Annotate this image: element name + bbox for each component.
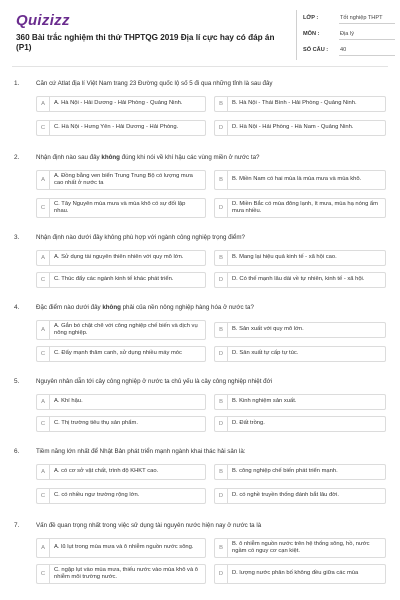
option-letter: A — [37, 395, 50, 409]
option-letter: C — [37, 273, 50, 287]
question-emphasis: không — [101, 154, 120, 161]
option-text: D. Sản xuất tự cấp tự túc. — [232, 350, 299, 357]
option-a[interactable] — [36, 394, 206, 410]
meta-value-count: 40 — [339, 44, 395, 56]
worksheet-meta — [303, 12, 395, 60]
quizizz-logo: Quizizz — [16, 12, 70, 29]
option-c[interactable] — [36, 272, 206, 288]
question-text: Đặc điểm nào dưới đây không phải của nền nông nghiệp hàng hóa ở nước ta? — [36, 304, 254, 311]
option-letter: A — [37, 251, 50, 265]
option-text: A. Hà Nội - Hải Dương - Hải Phòng - Quảng Ninh. — [54, 100, 183, 107]
option-text: D. Đất trồng. — [232, 420, 265, 427]
option-a[interactable] — [36, 464, 206, 480]
option-c[interactable] — [36, 564, 206, 584]
option-letter: B — [215, 97, 228, 111]
option-letter: D — [215, 489, 228, 503]
option-d[interactable] — [214, 488, 386, 504]
option-b[interactable] — [214, 464, 386, 480]
meta-row-count — [303, 44, 395, 60]
option-text: D. Có thế mạnh lâu dài về tự nhiên, kinh tế - xã hội. — [232, 276, 365, 283]
option-letter: D — [215, 199, 228, 217]
meta-key-count: SỐ CÂU : — [303, 47, 329, 53]
option-text: A. có cơ sở vật chất, trình độ KHKT cao. — [54, 468, 159, 475]
option-a[interactable] — [36, 538, 206, 558]
option-letter: C — [37, 417, 50, 431]
option-text: B. Kinh nghiệm sản xuất. — [232, 398, 297, 405]
option-letter: C — [37, 489, 50, 503]
option-b[interactable] — [214, 322, 386, 338]
worksheet-header — [0, 0, 400, 64]
option-text: D. Hà Nội - Hải Phòng - Hà Nam - Quảng Ninh. — [232, 124, 354, 131]
option-letter: A — [37, 171, 50, 189]
header-divider — [296, 10, 297, 60]
option-b[interactable] — [214, 538, 386, 558]
option-d[interactable] — [214, 564, 386, 584]
question-4 — [0, 304, 400, 378]
option-letter: B — [215, 465, 228, 479]
option-d[interactable] — [214, 346, 386, 362]
option-letter: B — [215, 171, 228, 189]
option-text: B. ô nhiễm nguồn nước trên hệ thống sông, hồ, nước ngầm có nguy cơ cạn kiệt. — [232, 540, 370, 554]
option-letter: B — [215, 395, 228, 409]
option-text: C. Đẩy mạnh thâm canh, sử dụng nhiều máy móc — [54, 350, 182, 357]
option-letter: A — [37, 97, 50, 111]
option-letter: D — [215, 565, 228, 583]
option-b[interactable] — [214, 250, 386, 266]
question-number: 1. — [14, 80, 20, 87]
question-6 — [0, 448, 400, 522]
option-letter: A — [37, 539, 50, 557]
option-text: D. Miền Bắc có mùa đông lạnh, ít mưa, mùa hạ nóng ẩm mưa nhiều. — [232, 200, 378, 214]
option-letter: C — [37, 199, 50, 217]
option-letter: C — [37, 565, 50, 583]
meta-value-subject: Địa lý — [339, 28, 395, 40]
option-letter: B — [215, 251, 228, 265]
option-text: A. Đồng bằng ven biển Trung Trung Bộ có lượng mưa cao nhất ở nước ta — [54, 172, 193, 186]
option-text: C. Thị trường tiêu thụ sản phẩm. — [54, 420, 138, 427]
option-b[interactable] — [214, 394, 386, 410]
option-c[interactable] — [36, 488, 206, 504]
question-number: 2. — [14, 154, 20, 161]
option-letter: C — [37, 347, 50, 361]
option-letter: B — [215, 539, 228, 557]
option-text: B. Sản xuất với quy mô lớn. — [232, 326, 304, 333]
option-text: B. Hà Nội - Thái Bình - Hải Phòng - Quảng Ninh. — [232, 100, 357, 107]
question-5 — [0, 378, 400, 448]
option-a[interactable] — [36, 170, 206, 190]
meta-key-class: LỚP : — [303, 15, 319, 21]
question-number: 4. — [14, 304, 20, 311]
question-text: Nguyên nhân dẫn tới cây công nghiệp ở nước ta chủ yếu là cây công nghiệp nhiệt đới — [36, 378, 273, 385]
option-d[interactable] — [214, 120, 386, 136]
question-list — [0, 80, 400, 600]
option-c[interactable] — [36, 198, 206, 218]
option-text: A. Sử dụng tài nguyên thiên nhiên với quy mô lớn. — [54, 254, 184, 261]
option-d[interactable] — [214, 272, 386, 288]
option-a[interactable] — [36, 320, 206, 340]
option-text: C. ngập lụt vào mùa mưa, thiếu nước vào mùa khô và ô nhiễm môi trường nước. — [54, 566, 198, 580]
question-7 — [0, 522, 400, 600]
option-b[interactable] — [214, 170, 386, 190]
question-text: Căn cứ Atlat địa lí Việt Nam trang 23 Đường quốc lộ số 5 đi qua những tỉnh là sau đây — [36, 80, 273, 87]
option-c[interactable] — [36, 120, 206, 136]
option-text: D. có nghề truyền thống đánh bắt lâu đời. — [232, 492, 339, 499]
question-number: 5. — [14, 378, 20, 385]
header-rule — [12, 66, 388, 67]
meta-row-class — [303, 12, 395, 28]
option-letter: C — [37, 121, 50, 135]
meta-value-class: Tốt nghiệp THPT — [339, 12, 395, 24]
option-d[interactable] — [214, 198, 386, 218]
option-b[interactable] — [214, 96, 386, 112]
option-text: B. công nghiệp chế biến phát triển mạnh. — [232, 468, 338, 475]
option-d[interactable] — [214, 416, 386, 432]
question-emphasis: không — [102, 304, 121, 311]
option-letter: B — [215, 323, 228, 337]
meta-row-subject — [303, 28, 395, 44]
option-letter: A — [37, 465, 50, 479]
option-letter: D — [215, 417, 228, 431]
option-text: A. Gắn bó chặt chẽ với công nghiệp chế biến và dịch vụ nông nghiệp. — [54, 322, 198, 336]
option-text: C. có nhiều ngư trường rộng lớn. — [54, 492, 140, 499]
question-text: Nhận định nào sau đây không đúng khi nói về khí hậu các vùng miền ở nước ta? — [36, 154, 260, 161]
question-number: 3. — [14, 234, 20, 241]
option-letter: A — [37, 321, 50, 339]
option-text: D. lượng nước phân bố không đều giữa các mùa — [232, 570, 359, 577]
option-a[interactable] — [36, 96, 206, 112]
option-text: A. Khí hậu. — [54, 398, 83, 405]
question-number: 7. — [14, 522, 20, 529]
question-text: Tiềm năng lớn nhất để Nhật Bản phát triển mạnh ngành khai thác hải sản là: — [36, 448, 246, 455]
option-text: B. Mang lại hiệu quả kinh tế - xã hội cao. — [232, 254, 337, 261]
option-letter: D — [215, 273, 228, 287]
option-letter: D — [215, 121, 228, 135]
question-2 — [0, 154, 400, 234]
option-text: A. lũ lụt trong mùa mưa và ô nhiễm nguồn nước sông. — [54, 544, 194, 551]
option-text: C. Thúc đẩy các ngành kinh tế khác phát triển. — [54, 276, 174, 283]
question-text: Nhận định nào dưới đây không phù hợp với ngành công nghiệp trọng điểm? — [36, 234, 245, 241]
question-3 — [0, 234, 400, 304]
option-letter: D — [215, 347, 228, 361]
worksheet-title: 360 Bài trắc nghiệm thi thử THPTQG 2019 Địa lí cực hay có đáp án (P1) — [16, 33, 275, 52]
option-a[interactable] — [36, 250, 206, 266]
question-1 — [0, 80, 400, 154]
option-text: C. Tây Nguyên mùa mưa và mùa khô có sự đối lập nhau. — [54, 200, 186, 214]
option-c[interactable] — [36, 416, 206, 432]
option-text: C. Hà Nội - Hưng Yên - Hải Dương - Hải Phòng. — [54, 124, 179, 131]
option-c[interactable] — [36, 346, 206, 362]
meta-key-subject: MÔN : — [303, 31, 320, 37]
question-number: 6. — [14, 448, 20, 455]
option-text: B. Miền Nam có hai mùa là mùa mưa và mùa khô. — [232, 176, 362, 183]
question-text: Vấn đề quan trọng nhất trong việc sử dụng tài nguyên nước hiện nay ở nước ta là — [36, 522, 262, 529]
